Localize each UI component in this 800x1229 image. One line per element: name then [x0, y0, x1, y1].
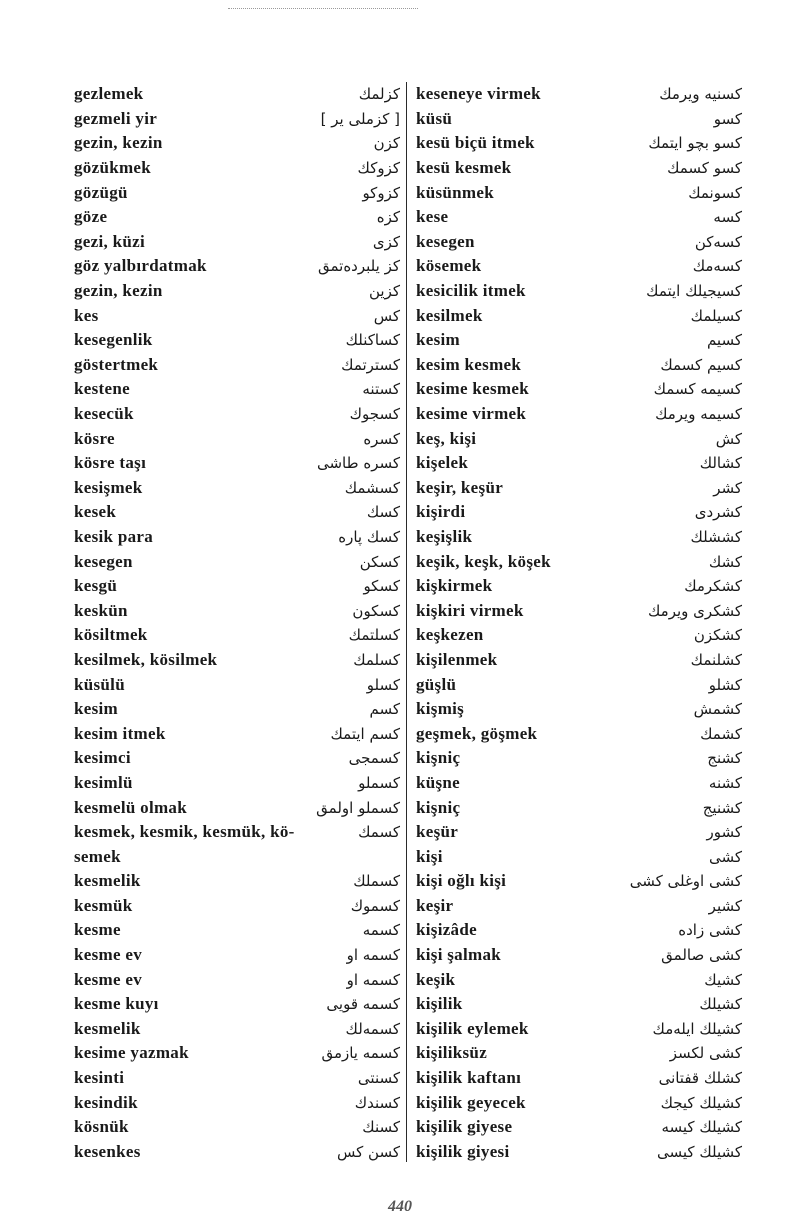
entry-ottoman: کسمەلك	[345, 1019, 400, 1038]
dictionary-entry	[74, 525, 400, 550]
entry-turkish: kesme kuyı	[74, 994, 159, 1014]
entry-ottoman: کشکزن	[693, 626, 742, 645]
entry-turkish: kösemek	[416, 256, 482, 276]
entry-ottoman: کسن کس	[337, 1142, 400, 1161]
entry-turkish: kesecük	[74, 404, 134, 424]
dictionary-entry	[416, 107, 742, 132]
entry-turkish: kesim itmek	[74, 723, 166, 743]
entry-turkish: gözükmek	[74, 158, 152, 178]
entry-turkish: kişilenmek	[416, 649, 498, 669]
entry-ottoman: کشردی	[694, 503, 742, 522]
top-scan-mark	[228, 8, 418, 9]
dictionary-entry	[416, 1017, 742, 1042]
entry-ottoman: کسمه یازمق	[321, 1044, 400, 1063]
dictionary-entry	[74, 894, 400, 919]
dictionary-entry	[74, 353, 400, 378]
dictionary-entry	[416, 254, 742, 279]
dictionary-entry	[416, 82, 742, 107]
entry-turkish: gezin, kezin	[74, 133, 163, 153]
dictionary-entry	[74, 648, 400, 673]
entry-ottoman: کشور	[706, 823, 742, 842]
entry-turkish: geşmek, göşmek	[416, 723, 538, 743]
entry-ottoman: کشنیج	[702, 798, 742, 817]
entry-turkish: kesmelü olmak	[74, 797, 187, 817]
entry-turkish: kişelek	[416, 453, 469, 473]
dictionary-entry	[74, 328, 400, 353]
dictionary-entry	[74, 451, 400, 476]
entry-turkish: kösre	[74, 428, 115, 448]
dictionary-entry	[74, 107, 400, 132]
entry-ottoman: کز یلبردەتمق	[317, 257, 400, 276]
entry-turkish: keş, kişi	[416, 428, 477, 448]
entry-turkish: kişilik eylemek	[416, 1018, 529, 1038]
entry-ottoman: کسلتمك	[348, 626, 400, 645]
entry-ottoman: کزین	[368, 282, 400, 301]
entry-turkish: kişkiri virmek	[416, 600, 524, 620]
entry-ottoman: کششلك	[690, 527, 742, 546]
entry-turkish: kesim kesmek	[416, 354, 522, 374]
dictionary-entry	[416, 1115, 742, 1140]
dictionary-entry	[74, 131, 400, 156]
entry-ottoman: کسمه قویی	[326, 995, 400, 1014]
dictionary-entry	[74, 156, 400, 181]
entry-ottoman: کسو	[713, 109, 742, 128]
entry-turkish: kesegen	[416, 231, 475, 251]
entry-ottoman: کشمش	[693, 700, 742, 719]
entry-turkish: kişilik giyesi	[416, 1141, 510, 1161]
entry-turkish: keşişlik	[416, 526, 473, 546]
dictionary-entry	[416, 967, 742, 992]
entry-ottoman: کسجوك	[349, 405, 400, 424]
entry-ottoman: کسلو	[366, 675, 400, 694]
entry-turkish: semek	[74, 846, 121, 866]
entry-ottoman: کشیلك کیسه	[661, 1118, 742, 1137]
entry-turkish: kişilik geyecek	[416, 1092, 526, 1112]
entry-ottoman: کسم	[369, 700, 400, 719]
entry-ottoman: کزوکك	[357, 159, 400, 178]
dictionary-entry	[74, 476, 400, 501]
entry-ottoman: کسك پاره	[338, 527, 400, 546]
entry-turkish: keşür	[416, 822, 459, 842]
dictionary-entry	[74, 82, 400, 107]
dictionary-entry	[416, 353, 742, 378]
dictionary-entry	[74, 844, 400, 869]
dictionary-entry	[74, 377, 400, 402]
entry-turkish: kişkirmek	[416, 576, 493, 596]
entry-turkish: kesime yazmak	[74, 1043, 189, 1063]
entry-turkish: keşkezen	[416, 625, 484, 645]
entry-turkish: kese	[416, 207, 449, 227]
entry-ottoman: کزلمك	[358, 85, 400, 104]
entry-turkish: keşik	[416, 969, 456, 989]
dictionary-entry	[74, 574, 400, 599]
entry-turkish: kesü kesmek	[416, 158, 512, 178]
dictionary-entry	[416, 549, 742, 574]
entry-ottoman: کزه	[376, 208, 400, 227]
dictionary-entry	[74, 279, 400, 304]
entry-ottoman: کسك	[366, 503, 400, 522]
dictionary-entry	[416, 1140, 742, 1165]
entry-turkish: kesegenlik	[74, 330, 153, 350]
entry-ottoman: کسکون	[352, 601, 400, 620]
entry-turkish: kişi şalmak	[416, 945, 502, 965]
page-number: 440	[388, 1198, 412, 1215]
dictionary-entry	[74, 230, 400, 255]
entry-ottoman: کساکنلك	[345, 331, 400, 350]
entry-ottoman: کشیلك ایلەمك	[652, 1019, 742, 1038]
dictionary-entry	[416, 205, 742, 230]
entry-ottoman: کسمك	[358, 823, 400, 842]
entry-turkish: kişilik	[416, 994, 463, 1014]
entry-turkish: kesü biçü itmek	[416, 133, 535, 153]
entry-turkish: kesime kesmek	[416, 379, 529, 399]
entry-turkish: kişi	[416, 846, 443, 866]
entry-ottoman: کسه	[713, 208, 742, 227]
dictionary-entry	[74, 1017, 400, 1042]
entry-turkish: keskün	[74, 600, 128, 620]
entry-turkish: gezin, kezin	[74, 281, 163, 301]
entry-ottoman: کسکن	[359, 552, 400, 571]
dictionary-entry	[74, 771, 400, 796]
entry-ottoman: کشکرمك	[684, 577, 742, 596]
entry-turkish: kişniç	[416, 748, 461, 768]
entry-ottoman: کسره	[363, 429, 400, 448]
entry-ottoman: کشیلك کیسی	[657, 1142, 742, 1161]
entry-ottoman: کشی	[708, 847, 742, 866]
entry-ottoman: کشیلك کیجك	[660, 1093, 742, 1112]
dictionary-entry	[74, 303, 400, 328]
entry-turkish: kesenkes	[74, 1141, 141, 1161]
left-column	[74, 82, 400, 1164]
dictionary-entry	[416, 451, 742, 476]
dictionary-entry	[74, 967, 400, 992]
dictionary-entry	[74, 598, 400, 623]
dictionary-entry	[74, 697, 400, 722]
entry-ottoman: کسکو	[363, 577, 400, 596]
dictionary-entry	[416, 230, 742, 255]
entry-ottoman: کسو بچو ایتمك	[648, 134, 742, 153]
entry-turkish: göze	[74, 207, 108, 227]
dictionary-entry	[74, 1140, 400, 1165]
entry-turkish: kesime virmek	[416, 404, 527, 424]
entry-ottoman: کستنه	[362, 380, 400, 399]
dictionary-entry	[74, 1115, 400, 1140]
entry-ottoman: کسنك	[362, 1118, 400, 1137]
entry-turkish: gezmeli yir	[74, 108, 158, 128]
entry-ottoman: کسونمك	[688, 183, 742, 202]
dictionary-entry	[416, 1090, 742, 1115]
entry-turkish: göstertmek	[74, 354, 159, 374]
entry-turkish: kişilik kaftanı	[416, 1068, 522, 1088]
entry-ottoman: کسنتی	[357, 1069, 400, 1088]
entry-ottoman: کسیمه ویرمك	[655, 405, 742, 424]
entry-turkish: kesim	[416, 330, 460, 350]
entry-ottoman: کشر	[713, 478, 742, 497]
entry-turkish: küsülü	[74, 674, 125, 694]
dictionary-entry	[416, 476, 742, 501]
entry-ottoman: کسشمك	[344, 478, 400, 497]
entry-ottoman: کسمجی	[348, 749, 400, 768]
dictionary-entry	[416, 131, 742, 156]
dictionary-entry	[416, 844, 742, 869]
entry-ottoman: کسو کسمك	[667, 159, 742, 178]
dictionary-entry	[416, 1066, 742, 1091]
entry-turkish: kişniç	[416, 797, 461, 817]
entry-turkish: kişilik giyese	[416, 1117, 513, 1137]
entry-turkish: kesimlü	[74, 772, 133, 792]
entry-turkish: gezlemek	[74, 84, 144, 104]
dictionary-entry	[416, 574, 742, 599]
dictionary-entry	[74, 918, 400, 943]
entry-turkish: kesik para	[74, 526, 154, 546]
entry-turkish: kösnük	[74, 1117, 129, 1137]
entry-ottoman: کسملو اولمق	[316, 798, 400, 817]
entry-turkish: küsünmek	[416, 182, 494, 202]
entry-ottoman: کسره طاشی	[316, 454, 400, 473]
dictionary-entry	[74, 1066, 400, 1091]
column-divider	[406, 82, 407, 1162]
entry-turkish: kösre taşı	[74, 453, 147, 473]
entry-turkish: güşlü	[416, 674, 457, 694]
entry-ottoman: کشکری ویرمك	[648, 601, 742, 620]
dictionary-entry	[74, 426, 400, 451]
entry-turkish: kesmek, kesmik, kesmük, kö-	[74, 822, 295, 842]
entry-turkish: gezi, küzi	[74, 231, 145, 251]
entry-ottoman: کزوکو	[362, 183, 400, 202]
dictionary-entry	[74, 943, 400, 968]
dictionary-entry	[416, 377, 742, 402]
entry-ottoman: کسم ایتمك	[330, 724, 400, 743]
dictionary-entry	[74, 180, 400, 205]
entry-turkish: kişirdi	[416, 502, 466, 522]
entry-ottoman: کسەکن	[694, 232, 742, 251]
dictionary-entry	[416, 746, 742, 771]
entry-ottoman: کسیم کسمك	[660, 355, 742, 374]
dictionary-entry	[416, 795, 742, 820]
entry-turkish: kesmük	[74, 895, 133, 915]
entry-ottoman: کسنیه ویرمك	[659, 85, 742, 104]
dictionary-entry	[416, 180, 742, 205]
entry-turkish: kesindik	[74, 1092, 138, 1112]
entry-turkish: küşne	[416, 772, 461, 792]
dictionary-entry	[416, 156, 742, 181]
dictionary-entry	[416, 1041, 742, 1066]
entry-turkish: keşik, keşk, köşek	[416, 551, 551, 571]
dictionary-entry	[416, 598, 742, 623]
entry-ottoman: کشنه	[708, 773, 742, 792]
dictionary-entry	[416, 426, 742, 451]
entry-turkish: kesme ev	[74, 945, 143, 965]
entry-ottoman: کسملو	[358, 773, 400, 792]
entry-turkish: kesmelik	[74, 871, 141, 891]
entry-turkish: kişmiş	[416, 699, 465, 719]
entry-ottoman: کش	[715, 429, 742, 448]
entry-ottoman: کشی صالمق	[661, 946, 742, 965]
entry-ottoman: کس	[373, 306, 400, 325]
entry-ottoman: کسیجیلك ایتمك	[646, 282, 742, 301]
entry-ottoman: کشنج	[707, 749, 742, 768]
entry-ottoman: کسەمك	[692, 257, 742, 276]
dictionary-entry	[416, 771, 742, 796]
entry-ottoman: کسترتمك	[341, 355, 400, 374]
entry-ottoman: کسندك	[354, 1093, 400, 1112]
entry-turkish: kesilmek	[416, 305, 483, 325]
entry-ottoman: کشیر	[708, 896, 742, 915]
entry-ottoman: کسمه او	[346, 970, 400, 989]
entry-turkish: keseneye virmek	[416, 84, 541, 104]
entry-ottoman: کشك	[708, 552, 742, 571]
dictionary-entry	[416, 820, 742, 845]
entry-ottoman: کسموك	[350, 896, 400, 915]
entry-turkish: kesegen	[74, 551, 133, 571]
entry-ottoman: کسمه	[362, 921, 400, 940]
dictionary-entry	[74, 795, 400, 820]
dictionary-entry	[416, 328, 742, 353]
entry-ottoman: کسیلمك	[690, 306, 742, 325]
dictionary-entry	[74, 746, 400, 771]
entry-ottoman: کشالك	[699, 454, 742, 473]
dictionary-entry	[416, 648, 742, 673]
entry-ottoman: کزی	[372, 232, 400, 251]
entry-turkish: kesim	[74, 699, 118, 719]
entry-ottoman: کسیمه کسمك	[653, 380, 742, 399]
entry-ottoman: کسمه او	[346, 946, 400, 965]
dictionary-entry	[74, 500, 400, 525]
dictionary-entry	[416, 402, 742, 427]
entry-turkish: kes	[74, 305, 99, 325]
dictionary-entry	[416, 894, 742, 919]
entry-ottoman: کسلمك	[353, 650, 400, 669]
dictionary-entry	[416, 500, 742, 525]
entry-ottoman: کشی اوغلی کشی	[629, 872, 742, 891]
dictionary-entry	[74, 820, 400, 845]
entry-ottoman: کشی لکسز	[669, 1044, 742, 1063]
entry-turkish: kişi oğlı kişi	[416, 871, 507, 891]
dictionary-entry	[74, 672, 400, 697]
dictionary-entry	[416, 943, 742, 968]
entry-ottoman: [ کزملی یر ]	[320, 109, 400, 128]
entry-turkish: kesişmek	[74, 477, 143, 497]
entry-turkish: keşir	[416, 895, 454, 915]
entry-ottoman: کزن	[373, 134, 400, 153]
entry-ottoman: کسملك	[353, 872, 400, 891]
right-column	[416, 82, 742, 1164]
entry-turkish: kesgü	[74, 576, 118, 596]
entry-turkish: kesicilik itmek	[416, 281, 526, 301]
entry-turkish: kesilmek, kösilmek	[74, 649, 218, 669]
dictionary-entry	[416, 992, 742, 1017]
entry-turkish: kösiltmek	[74, 625, 148, 645]
entry-ottoman: کسیم	[706, 331, 742, 350]
dictionary-entry	[74, 1090, 400, 1115]
dictionary-entry	[74, 992, 400, 1017]
dictionary-entry	[74, 254, 400, 279]
dictionary-entry	[416, 697, 742, 722]
entry-ottoman: کشیلك	[699, 995, 742, 1014]
entry-turkish: kişiliksüz	[416, 1043, 488, 1063]
entry-turkish: gözügü	[74, 182, 128, 202]
dictionary-entry	[416, 721, 742, 746]
dictionary-entry	[74, 402, 400, 427]
dictionary-entry	[416, 525, 742, 550]
entry-ottoman: کشلنمك	[690, 650, 742, 669]
dictionary-entry	[74, 1041, 400, 1066]
entry-ottoman: کشلك قفتانی	[658, 1069, 742, 1088]
entry-turkish: kesek	[74, 502, 117, 522]
entry-turkish: küsü	[416, 108, 453, 128]
dictionary-entry	[416, 303, 742, 328]
entry-turkish: kesinti	[74, 1068, 125, 1088]
entry-ottoman: کشیك	[704, 970, 742, 989]
dictionary-entry	[74, 623, 400, 648]
dictionary-entry	[74, 721, 400, 746]
dictionary-entry	[74, 549, 400, 574]
dictionary-entry	[74, 205, 400, 230]
dictionary-entry	[416, 672, 742, 697]
entry-turkish: kesme ev	[74, 969, 143, 989]
dictionary-entry	[416, 279, 742, 304]
dictionary-entry	[416, 869, 742, 894]
entry-turkish: keşir, keşür	[416, 477, 504, 497]
dictionary-entry	[416, 623, 742, 648]
entry-ottoman: کشلو	[708, 675, 742, 694]
entry-ottoman: کشمك	[700, 724, 742, 743]
entry-turkish: kesimci	[74, 748, 131, 768]
entry-turkish: kesmelik	[74, 1018, 141, 1038]
entry-turkish: kestene	[74, 379, 130, 399]
entry-turkish: kişizâde	[416, 920, 477, 940]
entry-ottoman: کشی زاده	[678, 921, 742, 940]
entry-turkish: göz yalbırdatmak	[74, 256, 207, 276]
entry-turkish: kesme	[74, 920, 121, 940]
dictionary-entry	[74, 869, 400, 894]
dictionary-entry	[416, 918, 742, 943]
